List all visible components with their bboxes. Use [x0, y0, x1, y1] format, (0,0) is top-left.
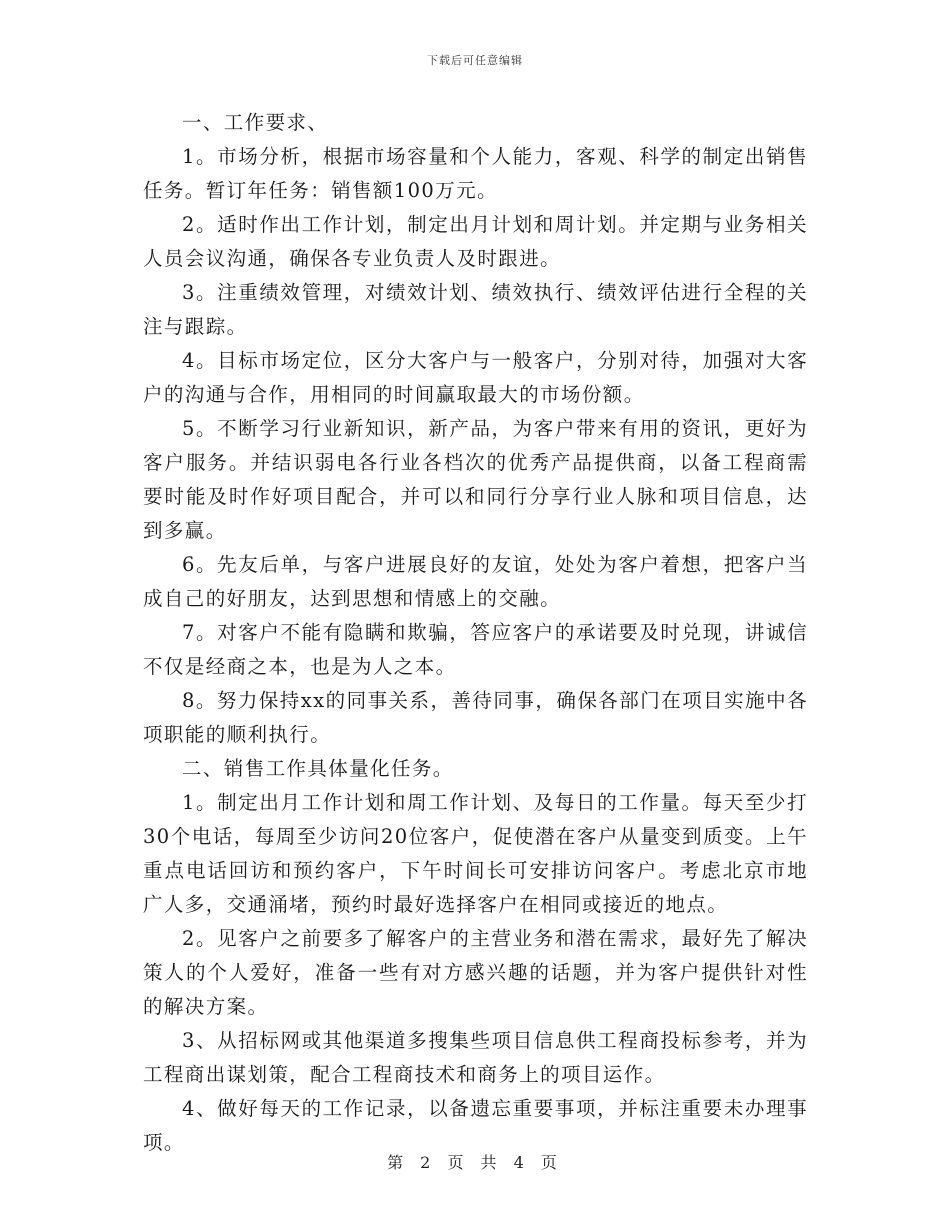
paragraph-1-6: 6。先友后单，与客户进展良好的友谊，处处为客户着想，把客户当成自己的好朋友，达到思想和情感上的交融。 [143, 553, 808, 610]
paragraph-1-7: 7。对客户不能有隐瞒和欺骗，答应客户的承诺要及时兑现，讲诚信不仅是经商之本，也是为人之本。 [143, 621, 808, 678]
paragraph-2-1: 1。制定出月工作计划和周工作计划、及每日的工作量。每天至少打30个电话，每周至少访问20位客户，促使潜在客户从量变到质变。上午重点电话回访和预约客户，下午时间长可安排访问客户。考虑北京市地广人多，交通涌堵，预约时最好选择客户在相同或接近的地点。 [143, 791, 808, 916]
paragraph-1-3: 3。注重绩效管理，对绩效计划、绩效执行、绩效评估进行全程的关注与跟踪。 [143, 281, 808, 338]
paragraph-1-2: 2。适时作出工作计划，制定出月计划和周计划。并定期与业务相关人员会议沟通，确保各专业负责人及时跟进。 [143, 213, 808, 270]
paragraph-1-5: 5。不断学习行业新知识，新产品，为客户带来有用的资讯，更好为客户服务。并结识弱电各行业各档次的优秀产品提供商，以备工程商需要时能及时作好项目配合，并可以和同行分享行业人脉和项目信息，达到多赢。 [143, 417, 808, 542]
page-number: 第 2 页 共 4 页 [387, 1153, 563, 1172]
paragraph-2-4: 4、做好每天的工作记录，以备遗忘重要事项，并标注重要未办理事项。 [143, 1097, 808, 1154]
document-body [143, 106, 808, 1160]
section-heading-2: 二、销售工作具体量化任务。 [182, 757, 454, 780]
paragraph-2-2: 2。见客户之前要多了解客户的主营业务和潜在需求，最好先了解决策人的个人爱好，准备一些有对方感兴趣的话题，并为客户提供针对性的解决方案。 [143, 927, 808, 1018]
page-header-note: 下载后可任意编辑 [427, 54, 523, 67]
paragraph-1-1: 1。市场分析，根据市场容量和个人能力，客观、科学的制定出销售任务。暂订年任务：销售额100万元。 [143, 145, 808, 202]
section-heading-1: 一、工作要求、 [182, 111, 329, 134]
paragraph-1-8: 8。努力保持xx的同事关系，善待同事，确保各部门在项目实施中各项职能的顺利执行。 [143, 689, 808, 746]
paragraph-2-3: 3、从招标网或其他渠道多搜集些项目信息供工程商投标参考，并为工程商出谋划策，配合工程商技术和商务上的项目运作。 [143, 1029, 808, 1086]
paragraph-1-4: 4。目标市场定位，区分大客户与一般客户，分别对待，加强对大客户的沟通与合作，用相同的时间赢取最大的市场份额。 [143, 349, 808, 406]
